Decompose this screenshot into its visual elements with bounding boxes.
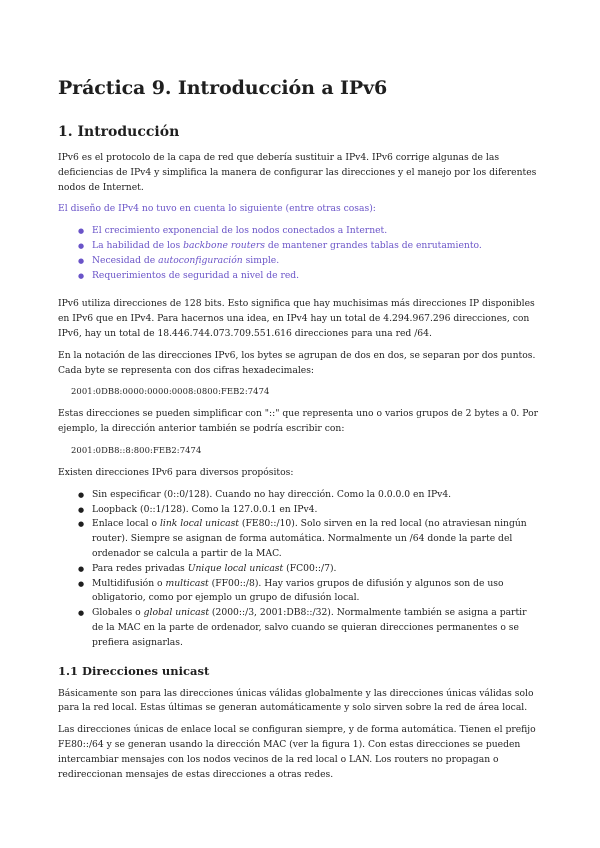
list-item: ● Globales o global unicast (2000::/3, 2001:DB8::/32). Normalmente también se asigna a partir de la MAC en la parte de ordenador, salvo cuando se quieran direcciones permanentes o se prefiera asignarlas. (92, 606, 538, 650)
section-heading-unicast: 1.1 Direcciones unicast (58, 663, 210, 678)
code-example-short-address: 2001:0DB8::8:800:FEB2:7474 (71, 444, 202, 455)
simplify-paragraph: Estas direcciones se pueden simplificar con "::" que representa uno o varios grupos de 2 bytes a 0. Por ejemplo, la dirección anterior también se podría escribir con: (58, 408, 539, 435)
list-item: ● El crecimiento exponencial de los nodos conectados a Internet. (92, 224, 538, 239)
page-title: Práctica 9. Introducción a IPv6 (58, 77, 388, 99)
list-item: ● Para redes privadas Unique local unicast (FC00::/7). (92, 562, 538, 577)
unicast-paragraph-1: Básicamente son para las direcciones únicas válidas globalmente y las direcciones únicas válidas solo para la red local. Estas últimas se generan automáticamente y solo sirven sobre la red de área local. (58, 687, 534, 714)
list-item: ● Enlace local o link local unicast (FE80::/10). Solo sirven en la red local (no atraviesan ningún router). Siempre se asignan de forma automática. Normalmente un /64 donde la parte del ordenador se calcula a partir de la MAC. (92, 517, 538, 561)
unicast-paragraph-2: Las direcciones únicas de enlace local se configuran siempre, y de forma automática. Tienen el prefijo FE80::/64 y se generan usando la dirección MAC (ver la figura 1). Con estas direcciones se pueden intercambiar mensajes con los nodos vecinos de la red local o LAN. Los routers no propagan o redireccionan mensajes de estas direcciones a otras redes. (58, 724, 536, 780)
list-item: ● La habilidad de los backbone routers de mantener grandes tablas de enrutamiento. (92, 239, 538, 254)
design-list (58, 224, 538, 283)
list-item: ● Multidifusión o multicast (FF00::/8). Hay varios grupos de difusión y algunos son de uso obligatorio, como por ejemplo un grupo de difusión local. (92, 577, 538, 607)
list-item: ● Necesidad de autoconfiguración simple. (92, 254, 538, 269)
list-item: ● Loopback (0::1/128). Como la 127.0.0.1 en IPv4. (92, 503, 538, 518)
list-item: ● Requerimientos de seguridad a nivel de red. (92, 269, 538, 284)
bits-paragraph: IPv6 utiliza direcciones de 128 bits. Esto significa que hay muchisimas más direcciones IP disponibles en IPv6 que en IPv4. Para hacernos una idea, en IPv4 hay un total de 4.294.967.296 direcciones, con IPv6, hay un total de 18.446.744.073.709.551.616 direcciones para una red /64. (58, 298, 535, 339)
types-paragraph: Existen direcciones IPv6 para diversos propósitos: (58, 466, 294, 478)
code-example-full-address: 2001:0DB8:0000:0000:0008:0800:FEB2:7474 (71, 386, 270, 397)
address-types-list (58, 488, 538, 651)
notation-paragraph: En la notación de las direcciones IPv6, los bytes se agrupan de dos en dos, se separan por dos puntos. Cada byte se representa con dos cifras hexadecimales: (58, 349, 536, 376)
intro-paragraph: IPv6 es el protocolo de la capa de red que debería sustituir a IPv4. IPv6 corrige algunas de las deficiencias de IPv4 y simplifica la manera de configurar las direcciones y el manejo por los diferentes nodos de Internet. (58, 152, 537, 193)
section-heading-introduccion: 1. Introducción (58, 124, 180, 140)
design-lead-paragraph: El diseño de IPv4 no tuvo en cuenta lo siguiente (entre otras cosas): (58, 203, 376, 215)
list-item: ● Sin especificar (0::0/128). Cuando no hay dirección. Como la 0.0.0.0 en IPv4. (92, 488, 538, 503)
